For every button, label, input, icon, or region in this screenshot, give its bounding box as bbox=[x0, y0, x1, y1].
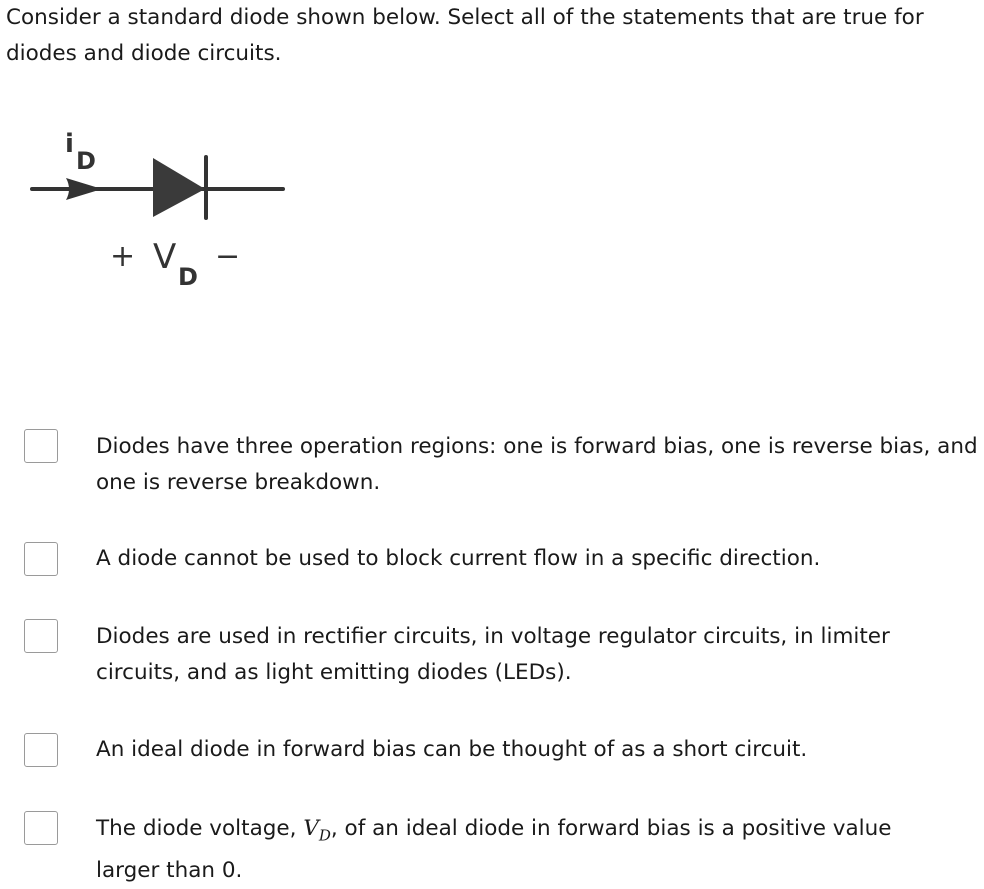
checkbox[interactable] bbox=[24, 619, 58, 653]
checkbox[interactable] bbox=[24, 542, 58, 576]
diode-triangle-icon bbox=[153, 158, 205, 217]
voltage-label: V bbox=[153, 237, 177, 277]
math-vd bbox=[303, 816, 331, 845]
voltage-minus: − bbox=[215, 239, 241, 274]
text-after: , of an ideal diode in forward bias is a positive value larger than 0. bbox=[96, 816, 892, 884]
question-text: Consider a standard diode shown below. Select all of the statements that are true for diodes and diode circuits. bbox=[6, 5, 924, 66]
current-sub: D bbox=[76, 147, 96, 175]
text-before: The diode voltage, bbox=[96, 816, 304, 841]
voltage-sub: D bbox=[178, 263, 198, 291]
math-var: V bbox=[303, 816, 319, 841]
option-text: Diodes are used in rectifier circuits, in voltage regulator circuits, in limiter circuits, and as light emitting diodes (LEDs). bbox=[96, 624, 890, 685]
diode-diagram bbox=[20, 110, 300, 314]
math-sub: D bbox=[318, 826, 331, 845]
current-label: i bbox=[65, 129, 74, 159]
option-text: An ideal diode in forward bias can be thought of as a short circuit. bbox=[96, 737, 808, 762]
checkbox[interactable] bbox=[24, 733, 58, 767]
option-text: A diode cannot be used to block current flow in a specific direction. bbox=[96, 546, 821, 571]
voltage-plus: + bbox=[110, 239, 136, 274]
checkbox[interactable] bbox=[24, 811, 58, 845]
option-text: Diodes have three operation regions: one is forward bias, one is reverse bias, and one is reverse breakdown. bbox=[96, 434, 978, 495]
current-arrow-icon bbox=[66, 178, 102, 200]
checkbox[interactable] bbox=[24, 429, 58, 463]
option-text bbox=[96, 811, 956, 889]
